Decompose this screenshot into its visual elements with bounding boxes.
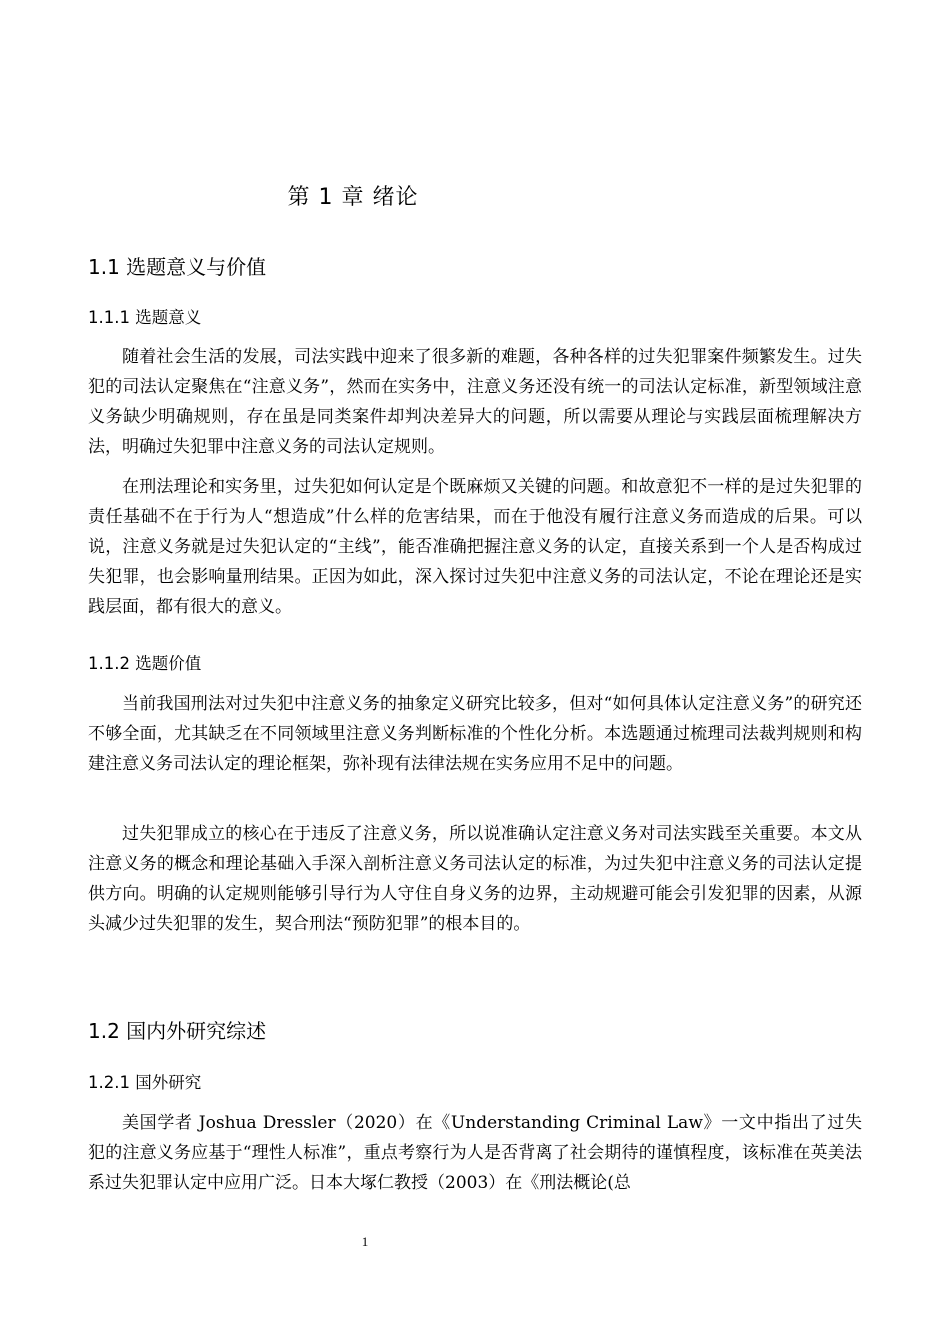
subsection-heading-1-1-1: 1.1.1 选题意义 (88, 308, 202, 327)
paragraph: 在刑法理论和实务里，过失犯如何认定是个既麻烦又关键的问题。和故意犯不一样的是过失犯罪的责任基础不在于行为人“想造成”什么样的危害结果，而在于他没有履行注意义务而造成的后果。可以说，注意义务就是过失犯认定的“主线”，能否准确把握注意义务的认定，直接关系到一个人是否构成过失犯罪，也会影响量刑结果。正因为如此，深入探讨过失犯中注意义务的司法认定，不论在理论还是实践层面，都有很大的意义。 (88, 477, 862, 617)
paragraph: 当前我国刑法对过失犯中注意义务的抽象定义研究比较多，但对“如何具体认定注意义务”的研究还不够全面，尤其缺乏在不同领域里注意义务判断标准的个性化分析。本选题通过梳理司法裁判规则和构建注意义务司法认定的理论框架，弥补现有法律法规在实务应用不足中的问题。 (88, 694, 862, 774)
subsection-heading-1-2-1: 1.2.1 国外研究 (88, 1073, 202, 1092)
paragraph: 美国学者 Joshua Dressler（2020）在《Understanding Criminal Law》一文中指出了过失犯的注意义务应基于“理性人标准”，重点考察行为人是否背离了社会期待的谨慎程度，该标准在英美法系过失犯罪认定中应用广泛。日本大塚仁教授（2003）在《刑法概论(总 (88, 1113, 862, 1193)
paragraph: 过失犯罪成立的核心在于违反了注意义务，所以说准确认定注意义务对司法实践至关重要。本文从注意义务的概念和理论基础入手深入剖析注意义务司法认定的标准，为过失犯中注意义务的司法认定提供方向。明确的认定规则能够引导行为人守住自身义务的边界，主动规避可能会引发犯罪的因素，从源头减少过失犯罪的发生，契合刑法“预防犯罪”的根本目的。 (88, 824, 862, 934)
page-number: 1 (361, 1234, 369, 1249)
section-heading-1-2: 1.2 国内外研究综述 (88, 1019, 267, 1043)
chapter-title: 第 1 章 绪论 (287, 185, 419, 210)
subsection-heading-1-1-2: 1.1.2 选题价值 (88, 654, 202, 673)
section-heading-1-1: 1.1 选题意义与价值 (88, 255, 267, 279)
paragraph: 随着社会生活的发展，司法实践中迎来了很多新的难题，各种各样的过失犯罪案件频繁发生。过失犯的司法认定聚焦在“注意义务”，然而在实务中，注意义务还没有统一的司法认定标准，新型领域注意义务缺少明确规则，存在虽是同类案件却判决差异大的问题，所以需要从理论与实践层面梳理解决方法，明确过失犯罪中注意义务的司法认定规则。 (88, 347, 862, 457)
